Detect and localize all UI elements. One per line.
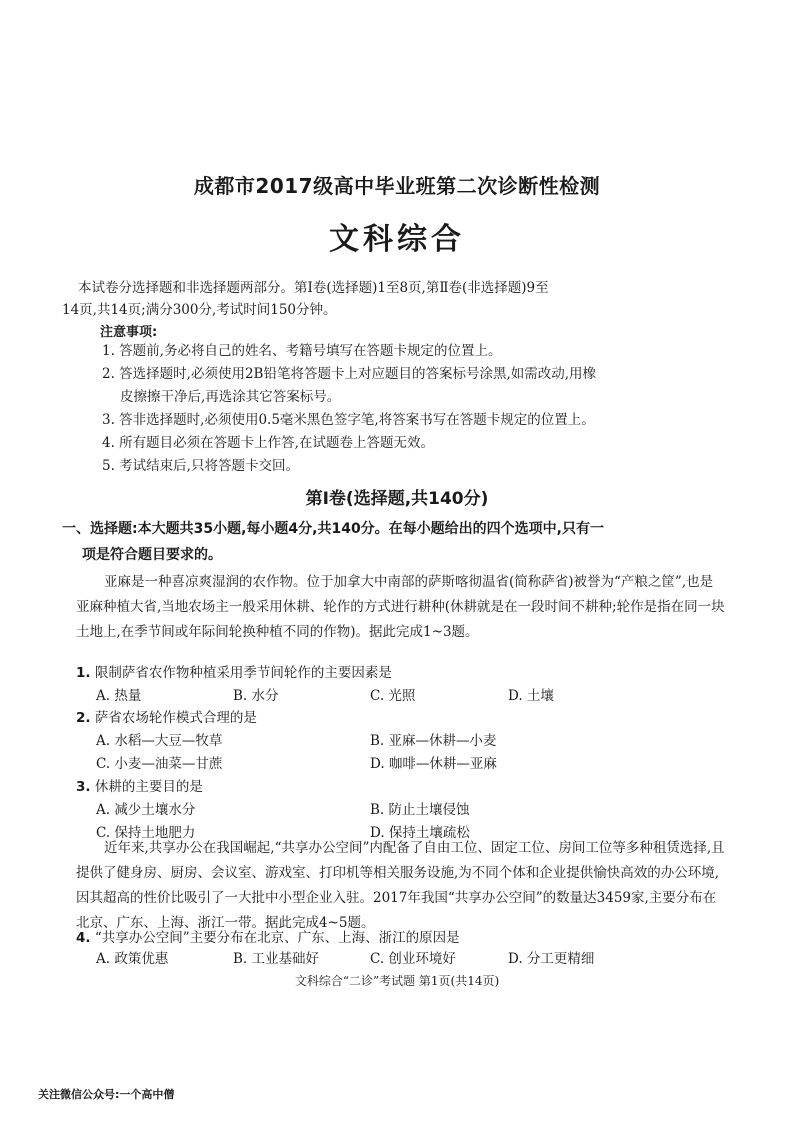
option-b: B. 工业基础好 (233, 951, 320, 967)
question-4 (76, 926, 460, 946)
question-number: 4. (76, 930, 91, 946)
option-a: A. 水稻—大豆—牧草 (96, 733, 223, 749)
notice-item: 5. 考试结束后,只将答题卡交回。 (102, 458, 299, 474)
question-number: 2. (76, 710, 91, 726)
notice-item: 4. 所有题目必须在答题卡上作答,在试题卷上答题无效。 (102, 435, 434, 451)
question-stem: 萨省农场轮作模式合理的是 (94, 710, 257, 726)
notice-list (102, 340, 722, 478)
question-stem: “共享办公空间”主要分布在北京、广东、上海、浙江的原因是 (94, 930, 460, 946)
option-d: D. 保持土壤疏松 (370, 825, 470, 841)
page-footer: 文科综合“二诊”考试题 第1页(共14页) (294, 974, 500, 988)
question-number: 1. (76, 665, 91, 681)
option-a: A. 政策优惠 (96, 951, 169, 967)
section-instruction (62, 516, 742, 568)
passage-flax: 亚麻是一种喜凉爽湿润的农作物。位于加拿大中南部的萨斯喀彻温省(简称萨省)被誉为“产粮之筐”,也是亚麻种植大省,当地农场主一般采用休耕、轮作的方式进行耕种(休耕就是在一段时间不耕种;轮作是指在同一块土地上,在季节间或年际间轮换种植不同的作物)。据此完成1~3题。 (76, 574, 725, 640)
option-a: A. 减少土壤水分 (96, 802, 196, 818)
option-a: A. 热量 (96, 688, 142, 704)
question-2 (76, 706, 257, 726)
question-number: 3. (76, 779, 91, 795)
option-b: B. 防止土壤侵蚀 (370, 802, 470, 818)
notice-item: 3. 答非选择题时,必须使用0.5毫米黑色签字笔,将答案书写在答题卡规定的位置上。 (102, 412, 595, 428)
option-c: C. 保持土地肥力 (96, 825, 196, 841)
notice-item: 2. 答选择题时,必须使用2B铅笔将答题卡上对应题目的答案标号涂黑,如需改动,用橡 (102, 366, 597, 382)
instruction-line-1: 一、选择题:本大题共35小题,每小题4分,共140分。在每小题给出的四个选项中,只有一 (62, 521, 604, 537)
exam-title: 成都市2017级高中毕业班第二次诊断性检测 (193, 174, 601, 198)
notice-item-continued: 皮擦擦干净后,再选涂其它答案标号。 (120, 389, 341, 405)
watermark-text: 关注微信公众号:一个高中僧 (38, 1088, 175, 1101)
question-stem: 休耕的主要目的是 (94, 779, 203, 795)
option-c: C. 创业环境好 (370, 951, 456, 967)
option-b: B. 水分 (233, 688, 279, 704)
option-c: C. 小麦—油菜—甘蔗 (96, 756, 223, 772)
question-1 (76, 661, 392, 681)
passage-shared-office: 近年来,共享办公在我国崛起,“共享办公空间”内配备了自由工位、固定工位、房间工位等多种租赁选择,且提供了健身房、厨房、会议室、游戏室、打印机等相关服务设施,为不同个体和企业提供愉快高效的办公环境,因其超高的性价比吸引了一大批中小型企业入驻。2017年我国“共享办公空间”的数量达3459家,主要分布在北京、广东、上海、浙江一带。据此完成4~5题。 (76, 840, 725, 931)
intro-line-1: 本试卷分选择题和非选择题两部分。第Ⅰ卷(选择题)1至8页,第Ⅱ卷(非选择题)9至 (78, 280, 549, 296)
option-d: D. 咖啡—休耕—亚麻 (370, 756, 497, 772)
intro-line-2: 14页,共14页;满分300分,考试时间150分钟。 (62, 302, 337, 318)
section-title: 第Ⅰ卷(选择题,共140分) (305, 489, 489, 509)
option-b: B. 亚麻—休耕—小麦 (370, 733, 497, 749)
question-stem: 限制萨省农作物种植采用季节间轮作的主要因素是 (94, 665, 392, 681)
option-c: C. 光照 (370, 688, 416, 704)
question-3 (76, 775, 203, 795)
notice-heading: 注意事项: (100, 325, 158, 340)
instruction-line-2: 项是符合题目要求的。 (82, 547, 222, 563)
option-d: D. 分工更精细 (508, 951, 595, 967)
notice-item: 1. 答题前,务必将自己的姓名、考籍号填写在答题卡规定的位置上。 (102, 343, 502, 359)
subject-title: 文科综合 (329, 222, 465, 257)
option-d: D. 土壤 (508, 688, 554, 704)
